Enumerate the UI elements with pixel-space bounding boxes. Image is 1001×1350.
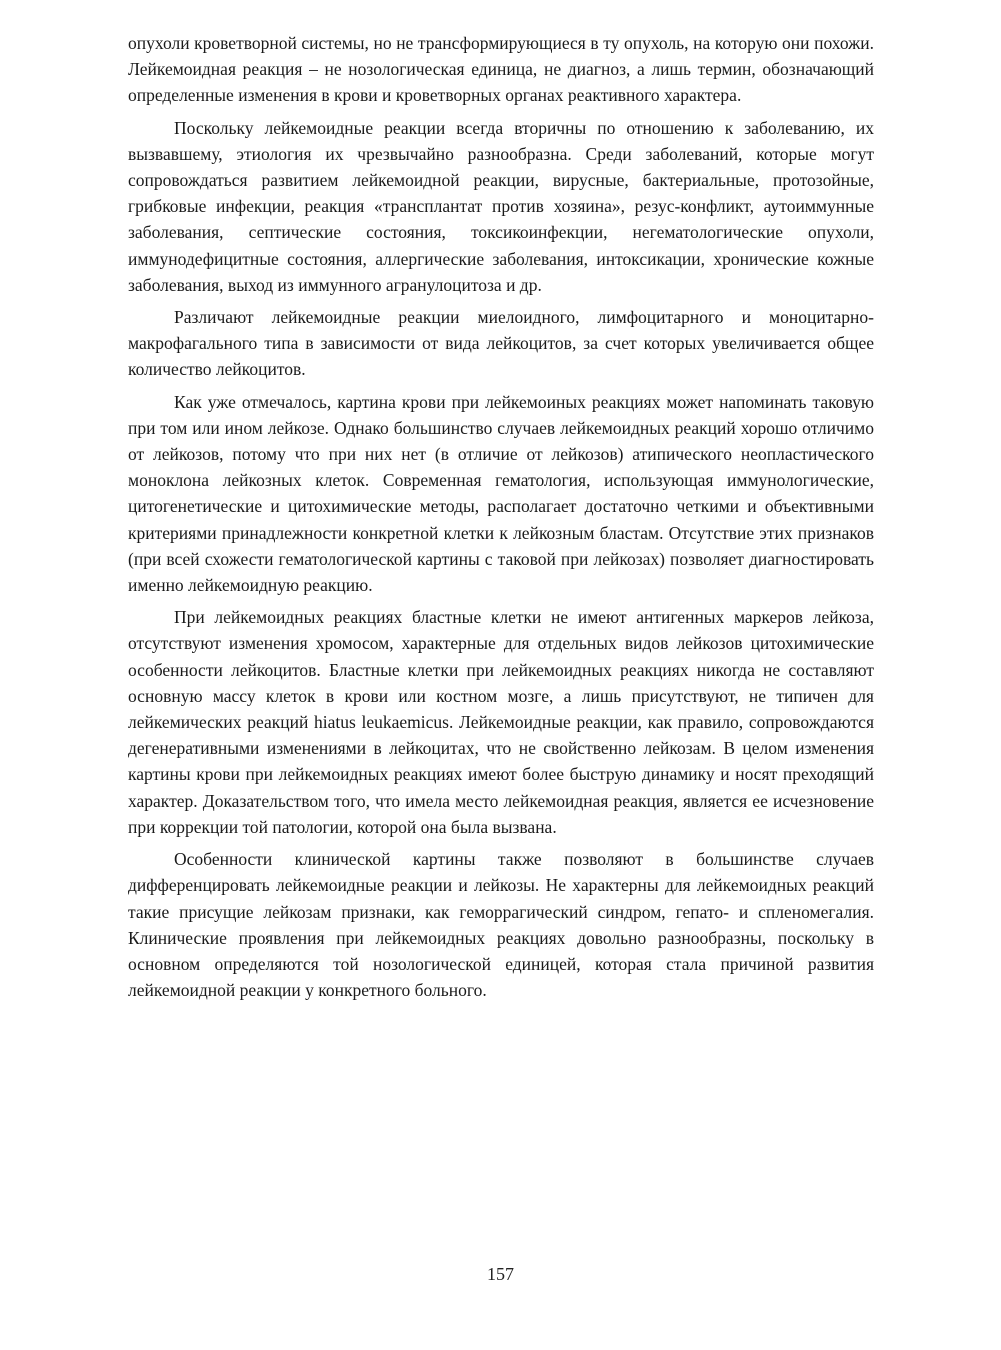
paragraph-blood-picture: Как уже отмечалось, картина крови при лейкемоиных реакциях может напоминать таковую при том или ином лейкозе. Однако большинство случаев лейкемоидных реакций хорошо отличимо от лейкозов, потому что при них нет (в отличие от лейкозов) атипического неопластического моноклона лейкозных клеток. Современная гематология, использующая иммунологические, цитогенетические и цитохимические методы, располагает достаточно четкими и объективными критериями принадлежности конкретной клетки к лейкозным бластам. Отсутствие этих признаков (при всей схожести гематологической картины с таковой при лейкозах) позволяет диагностировать именно лейкемоидную реакцию.: [128, 391, 874, 596]
paragraph-continuation: опухоли кроветворной системы, но не трансформирующиеся в ту опухоль, на которую они похожи. Лейкемоидная реакция – не нозологическая единица, не диагноз, а лишь термин, обозначающий определенные изменения в крови и кроветворных органах реактивного характера.: [128, 33, 874, 106]
page-body: [128, 30, 874, 1009]
paragraph-blast-cells: При лейкемоидных реакциях бластные клетки не имеют антигенных маркеров лейкоза, отсутствуют изменения хромосом, характерные для отдельных видов лейкозов цитохимические особенности лейкоцитов. Бластные клетки при лейкемоидных реакциях никогда не составляют основную массу клеток в крови или костном мозге, а лишь присутствуют, не типичен для лейкемических реакций hiatus leukaemicus. Лейкемоидные реакции, как правило, сопровождаются дегенеративными изменениями в лейкоцитах, что не свойственно лейкозам. В целом изменения картины крови при лейкемоидных реакциях имеют более быструю динамику и носят преходящий характер. Доказательством того, что имела место лейкемоидная реакция, является ее исчезновение при коррекции той патологии, которой она была вызвана.: [128, 607, 874, 837]
page-number: 157: [487, 1264, 514, 1284]
paragraph-types: Различают лейкемоидные реакции миелоидного, лимфоцитарного и моноцитарно-макрофагального типа в зависимости от вида лейкоцитов, за счет которых увеличивается общее количество лейкоцитов.: [128, 307, 874, 380]
paragraph-clinical: Особенности клинической картины также позволяют в большинстве случаев дифференцировать лейкемоидные реакции и лейкозы. Не характерны для лейкемоидных реакций такие присущие лейкозам признаки, как геморрагический синдром, гепато- и спленомегалия. Клинические проявления при лейкемоидных реакциях довольно разнообразны, поскольку в основном определяются той нозологической единицей, которая стала причиной развития лейкемоидной реакции у конкретного больного.: [128, 849, 874, 1001]
paragraph-etiology: Поскольку лейкемоидные реакции всегда вторичны по отношению к заболеванию, их вызвавшему, этиология их чрезвычайно разнообразна. Среди заболеваний, которые могут сопровождаться развитием лейкемоидной реакции, вирусные, бактериальные, протозойные, грибковые инфекции, реакция «трансплантат против хозяина», резус-конфликт, аутоиммунные заболевания, септические состояния, токсикоинфекции, негематологические опухоли, иммунодефицитные состояния, аллергические заболевания, интоксикации, хронические кожные заболевания, выход из иммунного агранулоцитоза и др.: [128, 117, 874, 295]
